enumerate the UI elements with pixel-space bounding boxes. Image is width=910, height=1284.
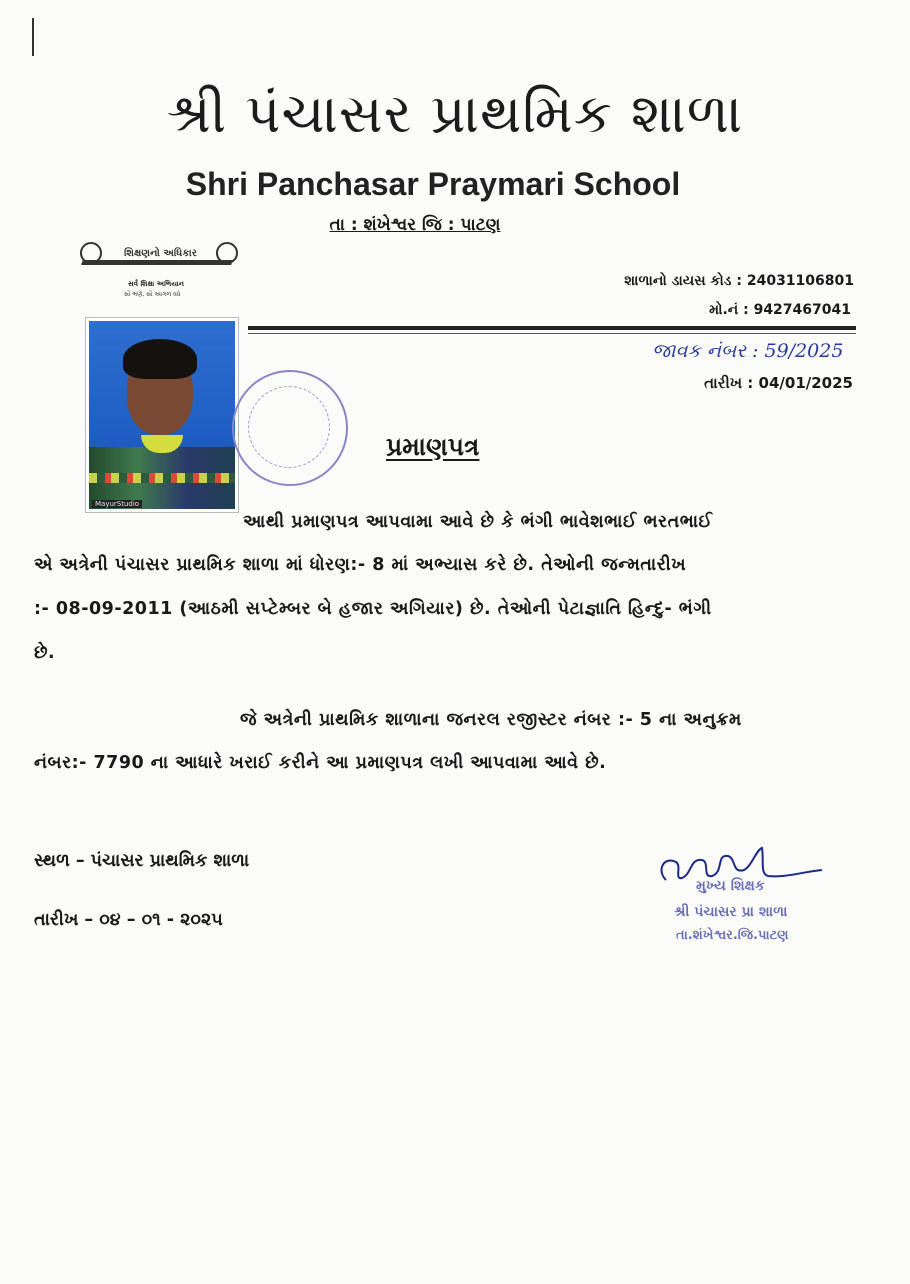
photo-studio-label: MayurStudio xyxy=(92,500,142,508)
signature-title: મુખ્ય શિક્ષક xyxy=(696,878,765,894)
mobile-number: મો.નં : 9427467041 xyxy=(709,302,851,318)
taluka-district: તા : શંખેશ્વર જિ : પાટણ xyxy=(329,215,501,235)
student-photo xyxy=(86,318,238,512)
logo-title: શિક્ષણનો અધિકાર xyxy=(124,248,197,259)
logo-pencil-band xyxy=(81,260,233,265)
paragraph2-line1: જે અત્રેની પ્રાથમિક શાળાના જનરલ રજીસ્ટર નંબર :- 5 ના અનુક્રમ xyxy=(240,710,742,730)
footer-date: તારીખ – ૦૪ – ૦૧ - ૨૦૨૫ xyxy=(34,910,223,930)
stamp-inner-ring xyxy=(248,386,330,468)
place: સ્થળ – પંચાસર પ્રાથમિક શાળા xyxy=(34,851,250,871)
outward-number: જાવક નંબર : 59/2025 xyxy=(652,340,844,362)
logo-line2: સૌ ભણે, સૌ આગળ વધે xyxy=(124,291,181,298)
signature-school: શ્રી પંચાસર પ્રા શાળા xyxy=(674,904,788,920)
header-rule-thick xyxy=(248,326,856,330)
paragraph1-line3: :- 08-09-2011 (આઠમી સપ્ટેમ્બર બે હજાર અગિયાર) છે. તેઓની પેટાજ્ઞાતિ હિન્દુ- ભંગી xyxy=(34,599,712,619)
page-edge-mark xyxy=(32,18,34,56)
header-rule-thin xyxy=(248,333,856,334)
photo-shirt-stripe xyxy=(89,473,235,483)
paragraph1-line2: એ અત્રેની પંચાસર પ્રાથમિક શાળા માં ધોરણ:- 8 માં અભ્યાસ કરે છે. તેઓની જન્મતારીખ xyxy=(34,555,687,575)
signature-location: તા.શંખેશ્વર.જિ.પાટણ xyxy=(676,928,789,943)
paragraph2-line2: નંબર:- 7790 ના આધારે ખરાઈ કરીને આ પ્રમાણપત્ર લખી આપવામા આવે છે. xyxy=(34,753,607,773)
logo-line1: સર્વ શિક્ષા અભિયાન xyxy=(128,280,184,288)
principal-signature-stamp xyxy=(652,840,832,950)
paragraph1-line1: આથી પ્રમાણપત્ર આપવામા આવે છે કે ભંગી ભાવેશભાઈ ભરતભાઈ xyxy=(243,512,713,532)
school-name-english: Shri Panchasar Praymari School xyxy=(185,166,681,202)
school-round-stamp xyxy=(232,370,348,486)
issue-date: તારીખ : 04/01/2025 xyxy=(704,374,853,392)
rte-logo xyxy=(72,238,242,304)
dise-code: શાળાનો ડાયસ કોડ : 24031106801 xyxy=(624,273,854,289)
paragraph1-line4: છે. xyxy=(34,643,56,663)
photo-hair xyxy=(123,339,197,379)
school-name-gujarati: શ્રી પંચાસર પ્રાથમિક શાળા xyxy=(166,82,744,145)
certificate-heading: પ્રમાણપત્ર xyxy=(386,432,480,461)
